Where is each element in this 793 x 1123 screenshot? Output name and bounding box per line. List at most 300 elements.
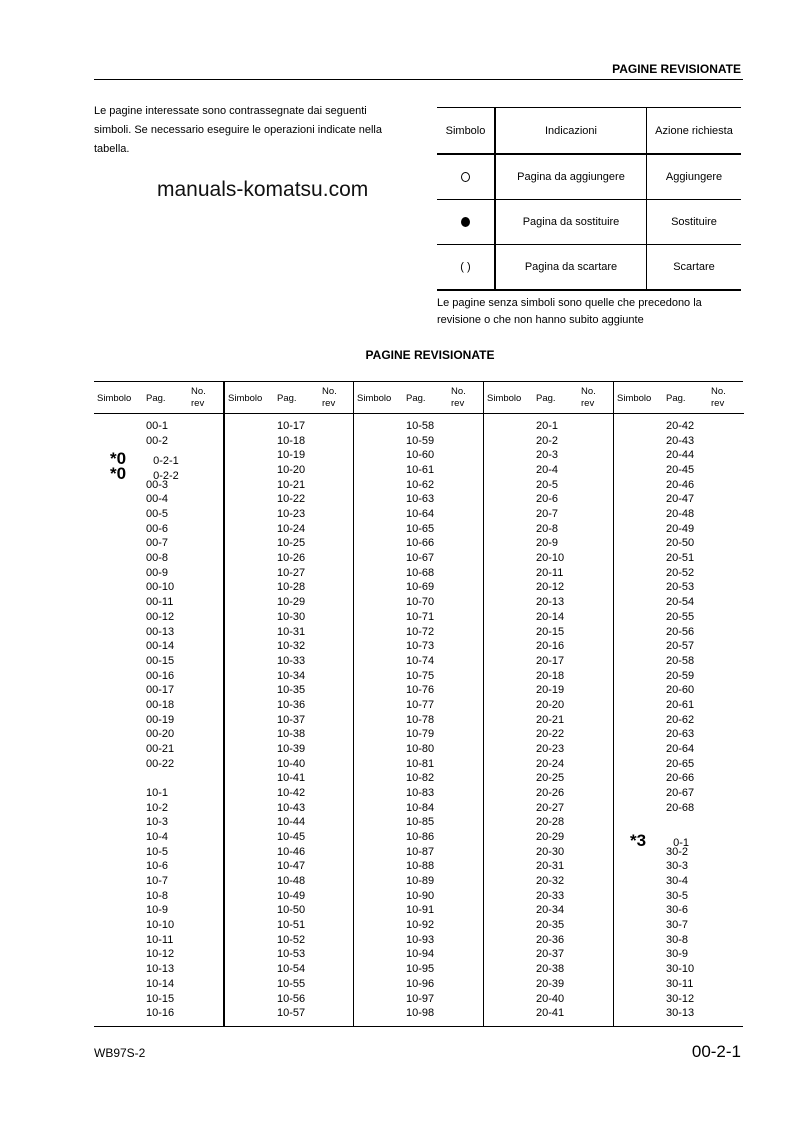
table-row xyxy=(484,728,614,743)
page-number: 20-13 xyxy=(536,596,565,609)
page-number: 00-19 xyxy=(146,713,175,726)
legend-action: Scartare xyxy=(647,245,742,291)
legend-indication: Pagina da sostituire xyxy=(495,200,647,245)
table-row xyxy=(94,567,224,582)
table-row xyxy=(484,948,614,963)
page-number: 10-75 xyxy=(406,669,435,682)
page-number: 00-16 xyxy=(146,669,175,682)
filled-circle-icon xyxy=(461,217,470,227)
table-row xyxy=(225,435,355,450)
page-number: 20-60 xyxy=(666,684,695,697)
table-row xyxy=(225,552,355,567)
table-column-group xyxy=(94,382,224,1026)
page-number: 20-5 xyxy=(536,478,559,491)
table-row xyxy=(614,670,744,685)
table-row xyxy=(94,963,224,978)
table-row xyxy=(94,728,224,743)
table-row xyxy=(94,684,224,699)
table-row xyxy=(225,978,355,993)
table-row xyxy=(614,523,744,538)
page-number: 20-14 xyxy=(536,610,565,623)
footer-model: WB97S-2 xyxy=(94,1046,146,1060)
page-number: 10-45 xyxy=(277,831,306,844)
revised-pages-table xyxy=(94,381,743,1027)
page-number: 20-6 xyxy=(536,493,559,506)
page-number: 20-57 xyxy=(666,640,695,653)
page-number: 00-21 xyxy=(146,742,175,755)
page-number: 10-27 xyxy=(277,566,306,579)
table-row xyxy=(225,611,355,626)
table-row xyxy=(354,978,484,993)
page-number: 10-4 xyxy=(146,831,169,844)
page-number: 20-67 xyxy=(666,787,695,799)
table-row xyxy=(484,552,614,567)
table-row xyxy=(614,963,744,978)
page-number: 10-97 xyxy=(406,992,435,1005)
page-number: 20-15 xyxy=(536,625,565,638)
page-number: 20-28 xyxy=(536,816,565,829)
page-number: 00-18 xyxy=(146,698,175,711)
table-row xyxy=(614,802,744,817)
page-number: 10-74 xyxy=(406,654,435,667)
table-row xyxy=(225,816,355,831)
parentheses-symbol: ( ) xyxy=(437,245,495,291)
header-symbol: Simbolo xyxy=(97,393,132,404)
page-number: 10-31 xyxy=(277,625,306,638)
table-row xyxy=(354,493,484,508)
page-number: 20-9 xyxy=(536,537,559,550)
table-row xyxy=(94,523,224,538)
page-number: 00-9 xyxy=(146,566,169,579)
table-row xyxy=(354,670,484,685)
page-number: 10-15 xyxy=(146,992,175,1005)
table-row xyxy=(225,523,355,538)
header-page: Pag. xyxy=(406,393,426,404)
table-row xyxy=(94,464,224,484)
header-rev-line1: No. xyxy=(322,386,337,397)
page-number: 00-8 xyxy=(146,552,169,565)
page-number: 20-19 xyxy=(536,684,565,697)
table-row xyxy=(614,420,744,435)
table-column-group xyxy=(223,382,355,1026)
page-number: 20-21 xyxy=(536,713,565,726)
table-row xyxy=(225,684,355,699)
table-row xyxy=(94,581,224,596)
table-row xyxy=(354,1007,484,1022)
legend-header-indication: Indicazioni xyxy=(495,108,647,155)
table-row xyxy=(484,655,614,670)
page-number: 10-69 xyxy=(406,581,435,594)
table-row xyxy=(225,919,355,934)
page-number: 20-10 xyxy=(536,552,565,565)
table-row xyxy=(94,420,224,435)
table-row xyxy=(484,479,614,494)
column-header xyxy=(94,382,224,414)
table-row xyxy=(354,640,484,655)
table-row xyxy=(484,714,614,729)
table-row xyxy=(225,802,355,817)
column-header xyxy=(354,382,484,414)
page-number: 20-7 xyxy=(536,508,559,521)
table-row xyxy=(354,846,484,861)
header-rev-line2: rev xyxy=(451,398,465,409)
header-rev xyxy=(451,386,466,410)
table-row xyxy=(354,993,484,1008)
page-number: 10-1 xyxy=(146,787,169,799)
page-number: 30-10 xyxy=(666,963,695,976)
page-number: 10-67 xyxy=(406,552,435,565)
page-number: 20-63 xyxy=(666,728,695,741)
page-number: 20-39 xyxy=(536,977,565,990)
table-row xyxy=(484,493,614,508)
page-number: 10-80 xyxy=(406,742,435,755)
table-row xyxy=(94,626,224,641)
page-number: 30-11 xyxy=(666,977,694,990)
table-row xyxy=(614,537,744,552)
page-number: 10-93 xyxy=(406,933,435,946)
page-number: 10-68 xyxy=(406,566,435,579)
intro-paragraph: Le pagine interessate sono contrassegnate dai seguenti simboli. Se necessario eseguire le operazioni indicate nella tabella. xyxy=(94,105,382,155)
table-row xyxy=(354,449,484,464)
table-row xyxy=(614,831,744,851)
page-number: 20-40 xyxy=(536,992,565,1005)
page-number: 20-55 xyxy=(666,610,695,623)
table-row xyxy=(484,993,614,1008)
table-row xyxy=(484,464,614,479)
page-number: 20-59 xyxy=(666,669,695,682)
page-number: 20-36 xyxy=(536,933,565,946)
header-rev xyxy=(322,386,337,410)
page-number: 10-41 xyxy=(277,772,306,785)
page-number: 10-70 xyxy=(406,596,435,609)
table-row xyxy=(614,904,744,919)
table-row xyxy=(94,508,224,523)
table-row xyxy=(614,596,744,611)
table-row xyxy=(614,479,744,494)
legend-indication: Pagina da aggiungere xyxy=(495,154,647,200)
page-number: 20-11 xyxy=(536,566,564,579)
table-row xyxy=(484,1007,614,1022)
page-number: 20-25 xyxy=(536,772,565,785)
table-row xyxy=(484,904,614,919)
table-column-group xyxy=(613,382,744,1026)
table-row xyxy=(484,860,614,875)
page-number: 10-33 xyxy=(277,654,306,667)
table-row xyxy=(94,1007,224,1022)
page-number: 10-94 xyxy=(406,948,435,961)
page-number: 10-10 xyxy=(146,919,175,932)
page-number: 10-29 xyxy=(277,596,306,609)
table-title: PAGINE REVISIONATE xyxy=(365,348,495,362)
table-row xyxy=(484,449,614,464)
table-row xyxy=(94,758,224,773)
page-number: 10-2 xyxy=(146,801,169,814)
table-row xyxy=(484,684,614,699)
table-row xyxy=(94,860,224,875)
page-number: 10-66 xyxy=(406,537,435,550)
table-row xyxy=(354,904,484,919)
page-number: 10-32 xyxy=(277,640,306,653)
page-number: 20-17 xyxy=(536,654,565,667)
page-number: 10-9 xyxy=(146,904,169,917)
page-number: 10-17 xyxy=(277,420,306,432)
page-number: 20-65 xyxy=(666,757,695,770)
table-row xyxy=(614,919,744,934)
table-row xyxy=(354,831,484,846)
header-page: Pag. xyxy=(536,393,556,404)
page-number: 20-16 xyxy=(536,640,565,653)
page-number: 00-6 xyxy=(146,522,169,535)
page-number: 20-64 xyxy=(666,742,695,755)
table-row xyxy=(225,934,355,949)
table-row xyxy=(94,978,224,993)
page-number: 20-66 xyxy=(666,772,695,785)
page-number: 20-46 xyxy=(666,478,695,491)
page-number: 30-7 xyxy=(666,919,689,932)
page-number: 10-81 xyxy=(406,757,435,770)
table-row xyxy=(354,890,484,905)
table-row xyxy=(614,743,744,758)
table-row xyxy=(354,787,484,802)
table-row xyxy=(484,816,614,831)
table-row xyxy=(225,449,355,464)
table-row xyxy=(614,993,744,1008)
page-number: 10-6 xyxy=(146,860,169,873)
page-number: 30-8 xyxy=(666,933,689,946)
page-number: 10-14 xyxy=(146,977,175,990)
page-number: 10-58 xyxy=(406,420,435,432)
page-number: 10-23 xyxy=(277,508,306,521)
table-row xyxy=(484,670,614,685)
page-number: 20-44 xyxy=(666,449,695,462)
table-row xyxy=(94,714,224,729)
page-number: 10-30 xyxy=(277,610,306,623)
page-number: 10-36 xyxy=(277,698,306,711)
page-number: 10-28 xyxy=(277,581,306,594)
page-number: 10-78 xyxy=(406,713,435,726)
page-number: 20-27 xyxy=(536,801,565,814)
page-number: 20-26 xyxy=(536,787,565,799)
header-rev xyxy=(581,386,596,410)
table-row xyxy=(484,875,614,890)
table-row xyxy=(94,640,224,655)
table-row xyxy=(354,581,484,596)
page-header-title: PAGINE REVISIONATE xyxy=(612,62,741,76)
table-row xyxy=(225,420,355,435)
page-number: 10-47 xyxy=(277,860,306,873)
page-number: 00-13 xyxy=(146,625,175,638)
table-row xyxy=(94,934,224,949)
page-number: 10-44 xyxy=(277,816,306,829)
page-number: 20-1 xyxy=(536,420,559,432)
table-row xyxy=(614,684,744,699)
page-number: 00-5 xyxy=(146,508,169,521)
page-number: 00-15 xyxy=(146,654,175,667)
page-number: 10-79 xyxy=(406,728,435,741)
table-row xyxy=(484,934,614,949)
table-row xyxy=(225,670,355,685)
page-number: 10-86 xyxy=(406,831,435,844)
table-row xyxy=(354,479,484,494)
page-number: 10-21 xyxy=(277,478,306,491)
column-header xyxy=(614,382,744,414)
page-number: 10-77 xyxy=(406,698,435,711)
table-row xyxy=(614,875,744,890)
table-column-group xyxy=(483,382,614,1026)
table-row xyxy=(354,420,484,435)
page-number: 30-13 xyxy=(666,1007,695,1020)
table-row xyxy=(614,816,744,831)
table-row xyxy=(225,758,355,773)
page-number: 30-6 xyxy=(666,904,689,917)
table-row xyxy=(225,699,355,714)
page-number: 20-48 xyxy=(666,508,695,521)
page-number: 30-9 xyxy=(666,948,689,961)
page-number: 20-62 xyxy=(666,713,695,726)
table-row xyxy=(94,670,224,685)
page-number: 10-52 xyxy=(277,933,306,946)
table-row xyxy=(614,435,744,450)
table-row xyxy=(225,904,355,919)
table-row xyxy=(225,537,355,552)
page-number: 30-2 xyxy=(666,845,689,858)
column-header xyxy=(225,382,355,414)
page-number: 00-7 xyxy=(146,537,169,550)
table-row xyxy=(614,1007,744,1022)
page-number: 10-40 xyxy=(277,757,306,770)
page-number: 10-53 xyxy=(277,948,306,961)
page-number: 10-63 xyxy=(406,493,435,506)
table-row xyxy=(614,640,744,655)
table-row xyxy=(225,948,355,963)
table-row xyxy=(614,552,744,567)
table-row xyxy=(354,919,484,934)
table-row xyxy=(94,449,224,469)
table-row xyxy=(354,537,484,552)
table-row xyxy=(94,699,224,714)
table-row xyxy=(94,904,224,919)
page-number: 10-65 xyxy=(406,522,435,535)
table-row xyxy=(614,846,744,861)
page-number: 20-33 xyxy=(536,889,565,902)
table-row xyxy=(484,581,614,596)
table-row xyxy=(484,802,614,817)
table-row xyxy=(484,772,614,787)
table-column-group xyxy=(353,382,484,1026)
table-row xyxy=(484,963,614,978)
table-row xyxy=(94,552,224,567)
table-row xyxy=(484,890,614,905)
table-row xyxy=(225,626,355,641)
table-row xyxy=(614,655,744,670)
table-row xyxy=(614,934,744,949)
page-number: 20-32 xyxy=(536,875,565,888)
table-row xyxy=(354,596,484,611)
table-row xyxy=(614,493,744,508)
header-page: Pag. xyxy=(146,393,166,404)
table-row xyxy=(614,758,744,773)
table-row xyxy=(614,626,744,641)
page-number: 10-87 xyxy=(406,845,435,858)
header-page: Pag. xyxy=(277,393,297,404)
table-row xyxy=(614,567,744,582)
table-row xyxy=(484,626,614,641)
table-row xyxy=(614,611,744,626)
table-row xyxy=(354,860,484,875)
page-number: 10-34 xyxy=(277,669,306,682)
page-number: 10-71 xyxy=(406,610,435,623)
header-symbol: Simbolo xyxy=(487,393,522,404)
table-row xyxy=(354,655,484,670)
page-number: 10-25 xyxy=(277,537,306,550)
page-number: 00-22 xyxy=(146,757,175,770)
table-row xyxy=(94,435,224,450)
page-number: 20-49 xyxy=(666,522,695,535)
page-number: 20-42 xyxy=(666,420,695,432)
page-number: 10-91 xyxy=(406,904,435,917)
page-number: 10-85 xyxy=(406,816,435,829)
page-number: 20-20 xyxy=(536,698,565,711)
header-page: Pag. xyxy=(666,393,686,404)
header-rev xyxy=(191,386,206,410)
table-row xyxy=(354,802,484,817)
table-row xyxy=(354,816,484,831)
table-row xyxy=(94,831,224,846)
page-number: 00-10 xyxy=(146,581,175,594)
page-number: 20-3 xyxy=(536,449,559,462)
table-row xyxy=(225,1007,355,1022)
legend-action: Sostituire xyxy=(647,200,742,245)
table-row xyxy=(94,993,224,1008)
page-number: 10-48 xyxy=(277,875,306,888)
table-row xyxy=(225,640,355,655)
table-row xyxy=(614,449,744,464)
page-number: 20-29 xyxy=(536,831,565,844)
table-row xyxy=(225,993,355,1008)
footer-page-number: 00-2-1 xyxy=(691,1042,741,1061)
page-number: 10-90 xyxy=(406,889,435,902)
header-rev-line2: rev xyxy=(191,398,205,409)
page-number: 10-89 xyxy=(406,875,435,888)
page-number: 10-92 xyxy=(406,919,435,932)
legend-action: Aggiungere xyxy=(647,154,742,200)
legend-header-action: Azione richiesta xyxy=(647,108,742,155)
header-rev-line2: rev xyxy=(581,398,595,409)
page-number: 10-54 xyxy=(277,963,306,976)
table-row xyxy=(614,890,744,905)
table-row xyxy=(225,714,355,729)
page-number: 20-35 xyxy=(536,919,565,932)
table-row xyxy=(614,699,744,714)
page-number: 10-88 xyxy=(406,860,435,873)
page-number: 10-72 xyxy=(406,625,435,638)
page-number: 10-42 xyxy=(277,787,306,799)
table-row xyxy=(354,567,484,582)
table-row xyxy=(614,581,744,596)
page-number: 00-14 xyxy=(146,640,175,653)
table-row xyxy=(225,743,355,758)
page-number: 10-59 xyxy=(406,434,435,447)
table-row xyxy=(484,611,614,626)
table-row xyxy=(354,552,484,567)
page-number: 30-4 xyxy=(666,875,689,888)
page-number: 10-7 xyxy=(146,875,169,888)
table-row xyxy=(354,728,484,743)
table-row xyxy=(225,508,355,523)
page-number: 00-20 xyxy=(146,728,175,741)
table-row xyxy=(354,523,484,538)
table-row xyxy=(614,772,744,787)
